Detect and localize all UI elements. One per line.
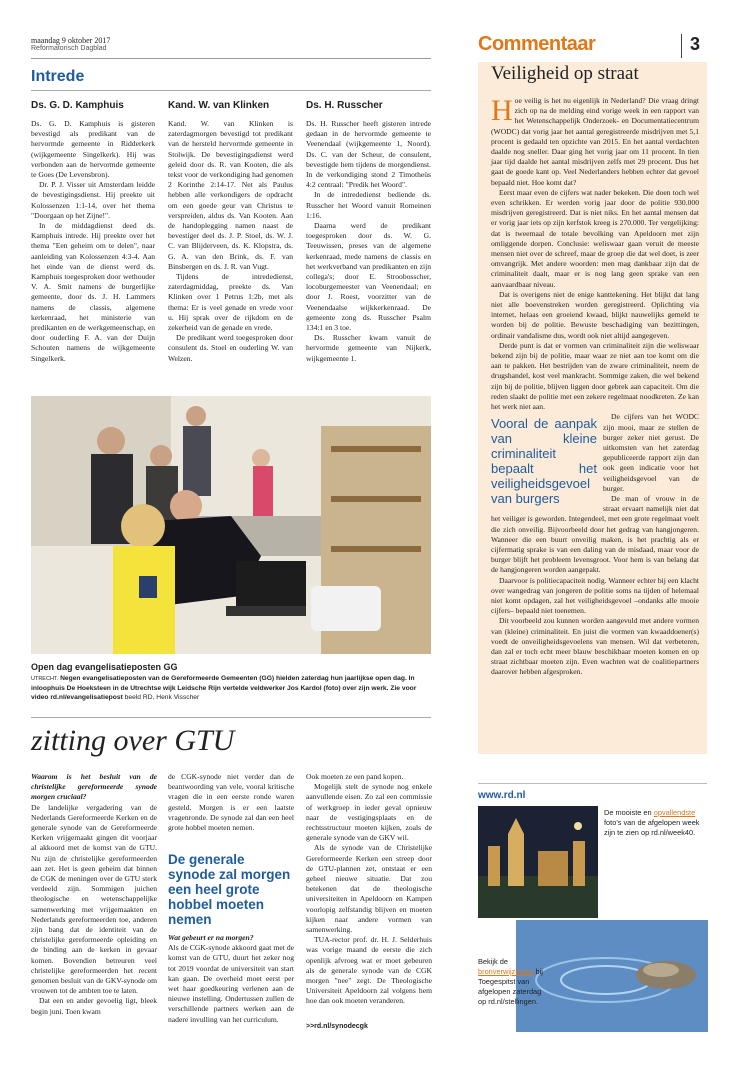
paragraph: Daarvoor is politiecapaciteit nodig. Wanneer echter bij een klacht over wangedrag van jongeren de politie soms na tijden of helemaal niet komt opdagen, zal het veiligheidsgevoel –ondanks alle mooie cijfers– bepaald niet toenemen. (491, 575, 699, 616)
gtu-column-2b (168, 933, 294, 1025)
sources-link[interactable]: bronverwijzingen (478, 967, 534, 976)
column-title: Ds. G. D. Kamphuis (31, 100, 124, 111)
paragraph: Dat een en ander gevoelig ligt, bleek begin juni. Toen kwam (31, 996, 157, 1016)
paragraph: De predikant werd toegesproken door consulent ds. Stoel en ouderling W. van Welzen. (168, 333, 293, 363)
sidebar-text-sources (478, 957, 548, 1007)
newspaper-name: Reformatorisch Dagblad (31, 45, 107, 52)
paragraph: Dr. P. J. Visser uit Amsterdam leidde de bevestigingsdienst. Hij preekte uit Kolossenzen 1:1-14, over het thema "Doorgaan op het Zijne!". (31, 180, 155, 220)
paragraph: de CGK-synode niet verder dan de beantwoording van vele, vooral kritische vragen die in een eerste ronde waren gesteld. Morgen is er een laatste vragenronde. De synode zal dan een heel grote hobbel moeten nemen. (168, 772, 294, 833)
photos-link[interactable]: opvallendste (653, 808, 696, 817)
paragraph: In de middagdienst deed ds. Kamphuis intrede. Hij preekte over het thema "Een geheim om te delen", naar aanleiding van Kolossenzen 4:3-4. Aan het einde van de dienst werd ds. Kamphuis toegesproken door wethouder V. A. Smit namens de burgerlijke gemeente, door ds. J. H. Lammers namens de classis, algemene kerkenraad, het ministerie van predikanten en de werkgemeenschap, en door ouderling F. A. van der Duijn Schouten namens de wijkgemeente Singelkerk. (31, 221, 155, 363)
sub-question: Wat gebeurt er na morgen? (168, 933, 254, 942)
paragraph: Mogelijk stelt de synode nog enkele aanvullende eisen. Zo zal een commissie of werkgroep in ieder geval opnieuw naar de vestigingsplaats en de rechtsstructuur moeten kijken, zoals de generale synode van de GKV wil. (306, 782, 432, 843)
gtu-column-3 (306, 772, 432, 1007)
gtu-web-link[interactable]: >>rd.nl/synodecgk (306, 1023, 368, 1030)
paragraph: oe veilig is het nu eigenlijk in Nederland? Die vraag dringt zich op na de melding eind vorige week in een rapport van het Wetenschappelijk Onderzoek- en Documentatiecentrum (WODC) dat vorig jaar het aantal geregistreerde misdrijven met 5,1 procent is gedaald ten opzichte van 2015. En het aantal verdachten daalde nog sneller. Daar ging het vorig jaar om 11 procent. In tien jaar tijd daalde het aantal misdrijven zelfs met 29 procent. Dus het gaat de goede kant op. Veel Nederlanders hebben echter dat gevoel bepaald niet. Hoe komt dat? (491, 96, 699, 187)
paragraph: Eerst maar even de cijfers wat nader bekeken. Die doen toch wel even schrikken. Er werden vorig jaar door de politie 930.000 misdrijven geregistreerd. Dat is niet niks. En het aantal mensen dat er vorig jaar iets op zijn kerfstok kreeg is 270.000. Ter vergelijking: dat is tweemaal de totale bevolking van Apeldoorn met zijn omliggende dorpen. Conclusie: weliswaar gaan veruit de meeste mensen niet over de schreef, maar de groep die dat wel doet, is zeer omvangrijk. Met andere woorden: men mag dankbaar zijn dat de criminaliteit daalt, maar er is nog lang geen sprake van een aanvaardbaar niveau. (491, 187, 699, 289)
commentary-title: Veiligheid op straat (491, 63, 639, 84)
paragraph: De cijfers van het WODC zijn mooi, maar ze stellen de burger zeker niet gerust. De uitkomsten van het zaterdag gepubliceerde rapport zijn dan ook geen indicatie voor het veiligheidsgevoel van de burger. (603, 412, 699, 493)
intrede-column-russcher (306, 100, 431, 364)
caption-text: Negen evangelisatieposten van de Gereformeerde Gemeenten (GG) hielden zaterdag hun jaarlijkse open dag. In inloophuis De Hoeksteen in de Utrechtse wijk Leidsche Rijn vertelde veldwerker Jos Kardol (foto) over zijn werk. Zie voor video rd.nl/evangelisatiepost (31, 675, 417, 701)
paragraph: De landelijke vergadering van de Nederlands Gereformeerde Kerken en de generale synode van de Gereformeerde Kerken vrijgemaakt gingen dit voorjaar al akkoord met de komst van de GTU. Nu zijn de christelijke gereformeerden aan zet. Het is geen geheim dat binnen de CGK de meningen over de GTU sterk verdeeld zijn. Sommigen juichen theologische en wetenschappelijke samenwerking met vrijgemaakten en Nederlands gereformeerden toe, anderen zijn bang dat de identiteit van de christelijke gereformeerde opleiding en de binding aan de kerken in gevaar komen. Bovendien betreuren veel christelijke gereformeerden het recent genomen besluit van de GKV-synode om vrouwen tot de ambten toe te laten. (31, 802, 157, 996)
gtu-column-2 (168, 772, 294, 833)
sidebar-text: De mooiste en (604, 808, 654, 817)
photo-caption-title: Open dag evangelisatieposten GG (31, 662, 178, 672)
paragraph: TUA-rector prof. dr. H. J. Selderhuis was vorige maand de eerste die zich openlijk afvroeg wat er moet gebeuren als de generale synode van de CGK morgen "nee" zegt. De Theologische Universiteit Apeldoorn zal volgens hem hoe dan ook moeten veranderen. (306, 935, 432, 1006)
issue-date: maandag 9 oktober 2017 (31, 36, 111, 45)
intrede-column-kamphuis (31, 100, 155, 364)
paragraph: Ds. G. D. Kamphuis is gisteren bevestigd als predikant van de hervormde gemeente in Ridderkerk (wijkgemeente Singelkerk). Hij was verbonden aan de hervormde gemeente te Goes (De Levensbron). (31, 119, 155, 180)
intrede-divider (31, 90, 431, 91)
caption-place: UTRECHT. (31, 676, 59, 682)
paragraph: Daarna werd de predikant toegesproken door ds. W. G. Teeuwissen, preses van de algemene kerkenraad, mede namens de classis en het werkverband van predikanten en zijn collega's; door E. Stroobosscher, locoburgemeester van Veenendaal; en door J. Roest, voorzitter van de Veenendaalse wijkkerkenraad. De gemeente zong ds. Russcher Psalm 134:1 en 3 toe. (306, 221, 431, 333)
page-number: 3 (690, 34, 701, 54)
sidebar-divider (478, 783, 707, 784)
gtu-column-1 (31, 772, 157, 1017)
paragraph: Dat is overigens niet de enige kanttekening. Het blijkt dat lang niet alle boevenstreken worden geregistreerd. Oplichting via internet, helaas een groeiend kwaad, blijkt nauwelijks gemeld te worden bij de politie. Bewuste beschadiging van bezittingen, ordinair vandalisme dus, wordt ook niet altijd aangegeven. (491, 289, 699, 340)
page-number-divider (681, 34, 682, 58)
photo-caption (31, 674, 431, 702)
lead-question: Waarom is het besluit van de christelijke gereformeerde synode morgen cruciaal? (31, 772, 157, 802)
website-heading[interactable]: www.rd.nl (478, 790, 526, 801)
commentary-pull-quote: Vooral de aanpak van kleine criminaliteit bepaalt het veiligheidsgevoel van burgers (491, 416, 597, 507)
commentary-body (491, 96, 699, 678)
gtu-pull-quote: De generale synode zal morgen een heel grote hobbel moeten nemen (168, 852, 291, 927)
sidebar-text: bij Toegespitst van afgelopen zaterdag op rd.nl/stellingen. (478, 967, 543, 1006)
paragraph: Ook moeten ze een pand kopen. (306, 772, 404, 781)
paragraph: Ds. Russcher kwam vanuit de hervormde gemeente van Nijkerk, wijkgemeente 1. (306, 333, 431, 363)
night-city-photo[interactable] (478, 806, 598, 918)
photo-credit: beeld RD, Henk Visscher (124, 694, 200, 701)
column-title: Ds. H. Russcher (306, 100, 383, 111)
paragraph: Als de CGK-synode akkoord gaat met de komst van de GTU, duurt het zeker nog tot 2019 voordat de universiteit van start kan gaan. De overheid moet eerst per wet haar goedkeuring verlenen aan de nieuwe instelling. Ondertussen zullen de verschillende partners werken aan de nadere invulling van het curriculum. (168, 943, 294, 1024)
paragraph: Als de synode van de Christelijke Gereformeerde Kerken een streep door de GTU-plannen zet, ontstaat er een geheel nieuwe situatie. Dat zou betekenen dat de theologische universiteiten in Apeldoorn en Kampen voorlopig zelfstandig blijven en moeten kijken naar andere vormen van samenwerking. (306, 843, 432, 935)
night-city-illustration (478, 806, 598, 918)
paragraph: Kand. W. van Klinken is zaterdagmorgen bevestigd tot predikant van de hersteld hervormde gemeente in Stolwijk. De bevestigingsdienst werd geleid door ds. R. van Kooten, die als tekst voor de verkondiging had genomen 2 Korinthe 2:14-17. Net als Paulus hebben alle verkondigers de opdracht om een goede geur van Christus te verspreiden, aldus ds. Van Kooten. Aan de handoplegging namen naast de bevestiger deel ds. J. P. Stoel, ds. W. J. C. van Blijderveen, ds. K. Klopstra, ds. G. A. van den Brink, ds. F. van Binsbergen en ds. J. R. van Vugt. (168, 119, 293, 271)
paragraph: Derde punt is dat er vormen van criminaliteit zijn die weliswaar bekend zijn bij de politie, maar waar ze niet aan toe komt om die aan te pakken. Het bestrijden van de zware criminaliteit, neem de drugshandel, kost veel mankracht. Sommige zaken, die wel bekend zijn bij de politie, blijven liggen door gebrek aan capaciteit. Om die reden slaakt de politie met een zekere regelmaat noodkreten. Ze kan het werk niet aan. (491, 340, 699, 412)
paragraph: Ds. H. Russcher heeft gisteren intrede gedaan in de hervormde gemeente te Veenendaal (wijkgemeente 1, Noord). Ds. C. van der Scheur, de consulent, bevestigde hem tijdens de morgendienst. In de verkondiging stond 2 Timotheüs 4:2 centraal: "Predik het Woord". (306, 119, 431, 190)
sidebar-text: Bekijk de (478, 957, 508, 966)
paragraph: De man of vrouw in de straat ervaart namelijk niet dat het veiliger is geworden. Integendeel, met een grote regelmaat voelt die zich onveilig. Bijvoorbeeld door het gedrag van hangjongeren. Wanneer die een buurt onveilig maken, is het prachtig als er cijfermatig sprake is van een daling van de misdaad, maar voor de burger blijft het probleem levensgroot. Voor hem is van belang dat de hangjongeren worden aangepakt. (491, 493, 699, 575)
sidebar-text-photos (604, 808, 708, 838)
paragraph: Tijdens de intrededienst, zaterdagmiddag, preekte ds. Van Klinken over 1 Petrus 1:2b, met als thema: Er is veel genade en vrede voor u. Hij sprak over de rijkdom en de zekerheid van de genade en vrede. (168, 272, 293, 333)
intrede-heading: Intrede (31, 68, 85, 85)
gtu-headline: zitting over GTU (31, 724, 235, 757)
header-divider (31, 58, 431, 59)
column-title: Kand. W. van Klinken (168, 100, 270, 111)
section-title: Commentaar (478, 33, 596, 55)
paragraph: Dit voorbeeld zou kunnen worden aangevuld met andere vormen van (kleine) criminaliteit. En juist die vormen van kwaaddoener(s) voedt de onveiligheidsgevoelens van mensen. Wil dat verbeteren, dan zal er toch echt meer blauw beschikbaar moeten komen en op straat zichtbaar moeten zijn. Even wachten wat de coalitiepartners daarover hebben afgesproken. (491, 616, 699, 677)
drop-cap: H (491, 94, 513, 127)
sidebar-text: foto's van de afgelopen week zijn te zien op rd.nl/week40. (604, 818, 700, 837)
news-photo (31, 396, 431, 654)
paragraph: In de intrededienst bediende ds. Russcher het Woord vanuit Romeinen 1:16. (306, 190, 431, 220)
photo-illustration (31, 396, 431, 654)
intrede-column-van-klinken (168, 100, 293, 364)
caption-divider (31, 717, 431, 718)
